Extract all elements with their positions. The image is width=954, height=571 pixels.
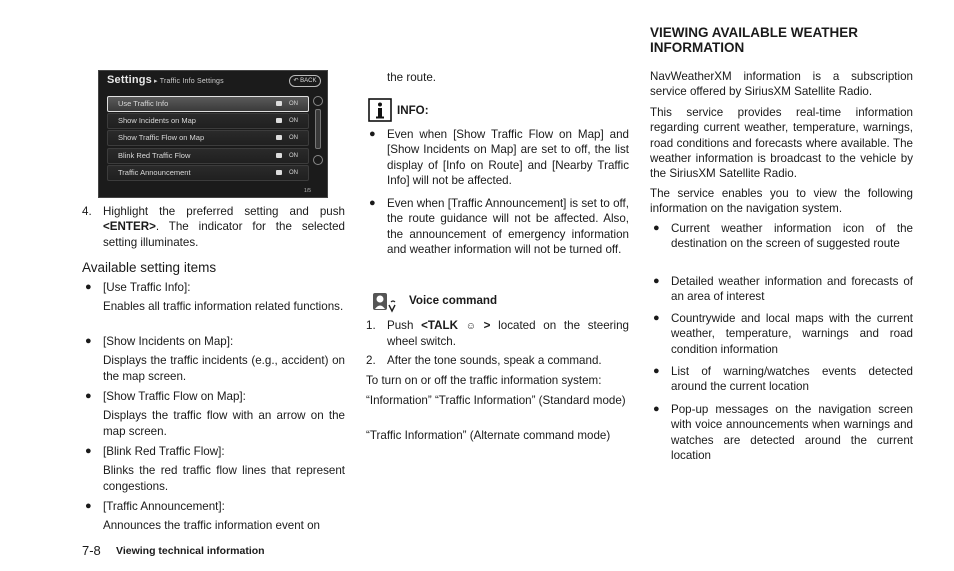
- weather-bullet: ● Detailed weather information and forecasts of an area of interest: [653, 275, 913, 304]
- scroll-track[interactable]: [315, 109, 321, 149]
- screenshot-title: Settings ▸ Traffic Info Settings: [107, 74, 224, 86]
- scroll-down-icon[interactable]: [313, 155, 323, 165]
- indicator-icon: [276, 135, 282, 140]
- indicator-icon: [276, 153, 282, 158]
- step-4: 4. Highlight the preferred setting and push <ENTER>. The indicator for the selected setting illuminates.: [82, 205, 345, 249]
- paragraph: This service provides real-time information regarding current weather, temperature, warnings, road conditions and forecasts where available. The weather information is broadcast to the vehicle by the SiriusXM Satellite Radio.: [650, 106, 913, 181]
- info-bullet: ● Even when [Show Traffic Flow on Map] and [Show Incidents on Map] are set to off, the list display of [Info on Route] and [Nearby Traffic Info] will not be affected.: [369, 128, 629, 187]
- section-heading: VIEWING AVAILABLE WEATHER INFORMATION: [650, 25, 858, 55]
- setting-row-show-traffic-flow[interactable]: Show Traffic Flow on Map ON: [107, 130, 309, 146]
- setting-row-traffic-announcement[interactable]: Traffic Announcement ON: [107, 165, 309, 181]
- indicator-icon: [276, 101, 282, 106]
- info-bullet: ● Even when [Traffic Announcement] is set to off, the route guidance will not be affected. Also, the announcement of emergency information and weather information will not be turned off.: [369, 197, 629, 256]
- scroll-up-icon[interactable]: [313, 96, 323, 106]
- weather-bullet: ● Pop-up messages on the navigation screen with voice announcements when warnings and watches are detected around the current location: [653, 403, 913, 462]
- footer-section-title: Viewing technical information: [116, 545, 265, 557]
- setting-row-use-traffic-info[interactable]: Use Traffic Info ON: [107, 96, 309, 112]
- voice-command-label: Voice command: [409, 294, 498, 307]
- paragraph: “Information” “Traffic Information” (Standard mode): [366, 394, 626, 407]
- setting-item: ● [Use Traffic Info]: Enables all traffic information related functions.: [85, 281, 344, 314]
- weather-bullet: ● List of warning/watches events detected around the current location: [653, 365, 913, 394]
- weather-bullet: ● Countrywide and local maps with the current weather, temperature, warnings and road condition information: [653, 312, 913, 356]
- section-heading: Available setting items: [82, 260, 217, 275]
- page-indicator: 1/5: [304, 188, 311, 194]
- setting-item: ● [Show Traffic Flow on Map]: Displays the traffic flow with an arrow on the map screen.: [85, 390, 345, 438]
- voice-step-1: 1. Push <TALK ☺ > located on the steering wheel switch.: [366, 319, 629, 349]
- indicator-icon: [276, 118, 282, 123]
- talk-icon: ☺: [465, 321, 476, 332]
- setting-row-show-incidents[interactable]: Show Incidents on Map ON: [107, 113, 309, 129]
- setting-item: ● [Traffic Announcement]: Announces the traffic information event on: [85, 500, 320, 533]
- settings-screenshot: [98, 70, 328, 198]
- paragraph: To turn on or off the traffic information system:: [366, 374, 602, 387]
- indicator-icon: [276, 170, 282, 175]
- paragraph: NavWeatherXM information is a subscription service offered by SiriusXM Satellite Radio.: [650, 70, 913, 99]
- scrollbar[interactable]: [313, 96, 323, 181]
- screenshot-breadcrumb: ▸ Traffic Info Settings: [154, 78, 224, 85]
- paragraph: The service enables you to view the following information on the navigation system.: [650, 187, 913, 216]
- settings-list: [107, 96, 309, 182]
- setting-item: ● [Show Incidents on Map]: Displays the traffic incidents (e.g., accident) on the map screen.: [85, 335, 345, 383]
- setting-item: ● [Blink Red Traffic Flow]: Blinks the red traffic flow lines that represent congestions.: [85, 445, 345, 493]
- setting-row-blink-red[interactable]: Blink Red Traffic Flow ON: [107, 148, 309, 164]
- info-label: INFO:: [397, 104, 429, 117]
- paragraph: “Traffic Information” (Alternate command mode): [366, 429, 611, 442]
- weather-bullet: ● Current weather information icon of the destination on the screen of suggested route: [653, 222, 913, 251]
- voice-command-icon: [371, 290, 403, 314]
- page-number: 7-8: [82, 543, 101, 558]
- info-icon: [368, 98, 392, 122]
- voice-step-2: 2. After the tone sounds, speak a command.: [366, 354, 602, 367]
- continued-text: the route.: [387, 71, 436, 84]
- back-button[interactable]: ↶ BACK: [289, 75, 321, 87]
